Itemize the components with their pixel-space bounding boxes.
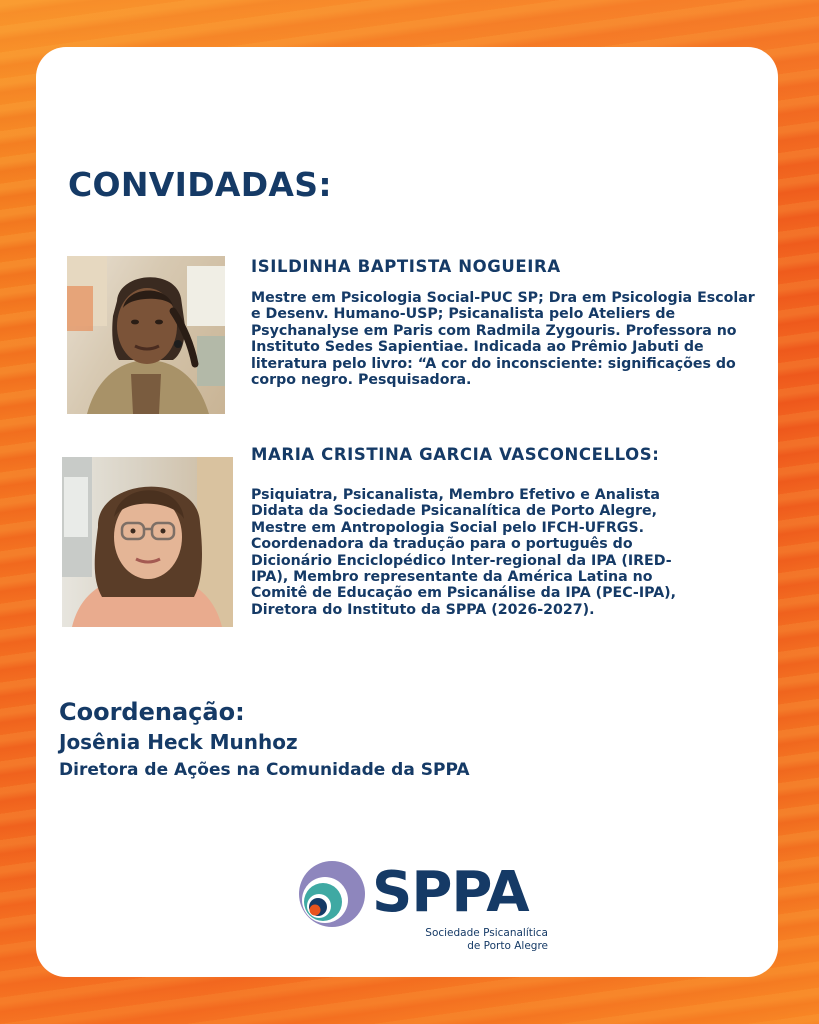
guest-name-isildinha: ISILDINHA BAPTISTA NOGUEIRA (251, 257, 561, 276)
guest-photo-maria-cristina (62, 457, 233, 627)
guest-name-maria-cristina: MARIA CRISTINA GARCIA VASCONCELLOS: (251, 445, 660, 464)
bio-line: Instituto Sedes Sapientiae. Indicada ao Prêmio Jabuti de (251, 339, 704, 356)
guest-photo-isildinha (67, 256, 225, 414)
portrait-woman-braids-icon (67, 256, 225, 414)
bio-line: literatura pelo livro: “A cor do inconsciente: significações do (251, 355, 736, 372)
logo-subtitle-line: de Porto Alegre (467, 939, 548, 952)
bio-line: e Desenv. Humano-USP; Psicanalista pelo Ateliers de (251, 306, 676, 323)
concentric-circles-logo-icon (298, 860, 366, 928)
bio-line: Dicionário Enciclopédico Inter-regional da IPA (IRED- (251, 552, 672, 569)
coordinator-role: Diretora de Ações na Comunidade da SPPA (59, 760, 470, 780)
guest-bio-isildinha (251, 290, 755, 388)
page-title: CONVIDADAS: (68, 165, 332, 204)
portrait-woman-glasses-icon (62, 457, 233, 627)
bio-line: Psiquiatra, Psicanalista, Membro Efetivo e Analista (251, 487, 660, 503)
logo-subtitle-line: Sociedade Psicanalítica (425, 927, 548, 939)
bio-line: Mestre em Psicologia Social-PUC SP; Dra em Psicologia Escolar (251, 290, 755, 306)
sppa-logo-icon (298, 860, 366, 928)
bio-line: IPA), Membro representante da América Latina no (251, 569, 653, 586)
bio-line: Coordenadora da tradução para o português do (251, 536, 633, 553)
bio-line: corpo negro. Pesquisadora. (251, 372, 472, 389)
bio-line: Didata da Sociedade Psicanalítica de Porto Alegre, (251, 503, 658, 520)
coordinator-name: Josênia Heck Munhoz (59, 730, 298, 754)
coordination-label: Coordenação: (59, 698, 245, 726)
guest-bio-maria-cristina (251, 487, 676, 618)
invitation-card (36, 47, 778, 977)
bio-line: Comitê de Educação em Psicanálise da IPA (PEC-IPA), (251, 585, 677, 602)
bio-line: Diretora do Instituto da SPPA (2026-2027). (251, 601, 595, 618)
bio-line: Mestre em Antropologia Social pelo IFCH-UFRGS. (251, 519, 644, 536)
sppa-wordmark: SPPA (372, 860, 529, 925)
bio-line: Psychanalyse em Paris com Radmila Zygouris. Professora no (251, 322, 737, 339)
sppa-logo-subtitle (376, 927, 548, 952)
